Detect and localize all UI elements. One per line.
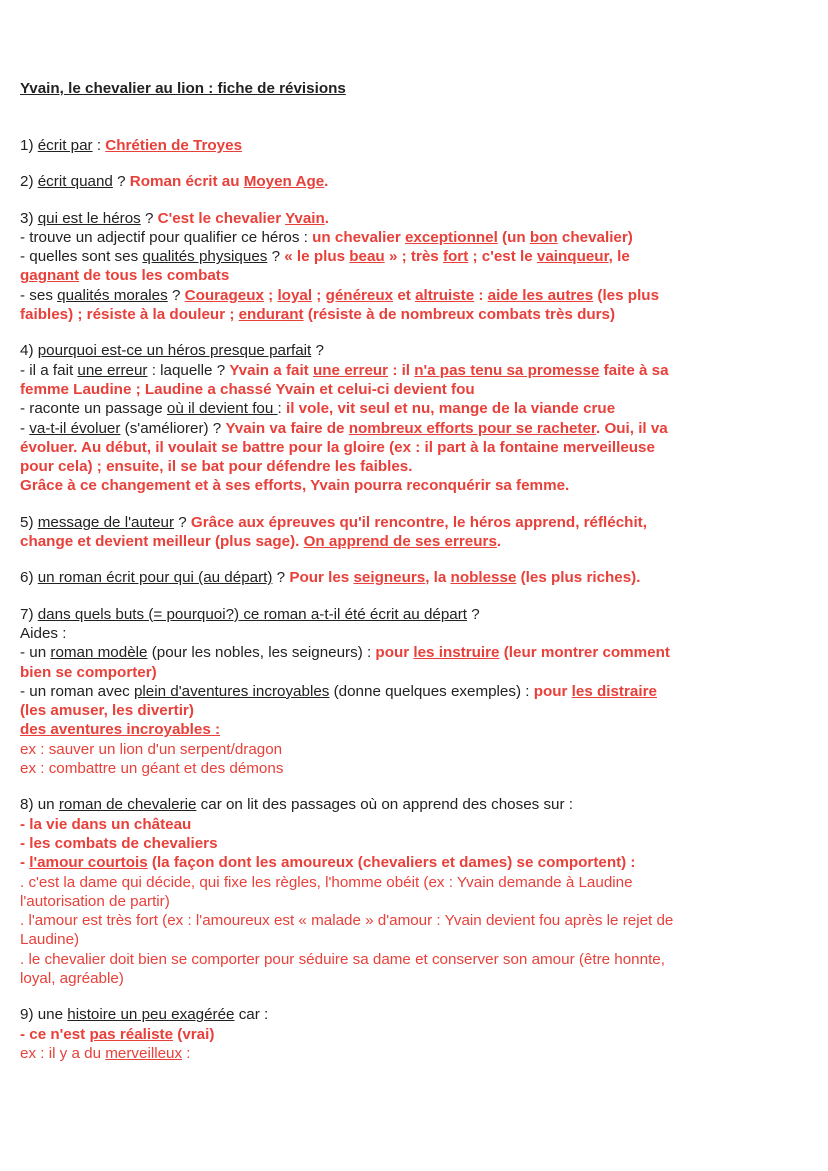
question-text: - ses bbox=[20, 286, 58, 304]
answer-text: - la vie dans un château bbox=[20, 815, 192, 833]
question-text: car : bbox=[234, 1006, 269, 1024]
question-text: qualités morales bbox=[57, 286, 168, 304]
text-line bbox=[20, 873, 820, 892]
answer-text: ex : sauver un lion d'un serpent/dragon bbox=[20, 740, 283, 758]
question-text: ? bbox=[140, 209, 158, 227]
text-line bbox=[20, 228, 820, 247]
text-line bbox=[20, 1044, 820, 1063]
text-line bbox=[20, 1025, 820, 1044]
answer-text: ; c'est le bbox=[468, 248, 537, 266]
answer-text: bon bbox=[529, 228, 558, 246]
text-line bbox=[20, 950, 820, 969]
question-text: : bbox=[277, 400, 286, 418]
question-text: : bbox=[92, 137, 106, 154]
question-text: 9) une bbox=[20, 1006, 68, 1024]
question-text: - bbox=[20, 419, 30, 437]
answer-text: (résiste à de nombreux combats très durs) bbox=[303, 306, 616, 324]
question-text: plein d'aventures incroyables bbox=[133, 682, 330, 700]
answer-text: - les combats de chevaliers bbox=[20, 834, 218, 852]
text-line bbox=[20, 643, 820, 662]
text-line bbox=[20, 740, 820, 759]
answer-text: pour bbox=[375, 644, 414, 662]
text-line bbox=[20, 795, 820, 814]
answer-text: (leur montrer comment bbox=[499, 644, 670, 662]
question-text: message de l'auteur bbox=[37, 513, 175, 531]
question-text: 5) bbox=[20, 513, 38, 531]
section-4 bbox=[20, 341, 820, 495]
question-text: pourquoi est-ce un héros presque parfait bbox=[37, 342, 312, 360]
answer-text: pas réaliste bbox=[89, 1025, 174, 1043]
text-line bbox=[20, 136, 820, 155]
answer-text: Pour les bbox=[289, 569, 354, 587]
question-text: car on lit des passages où on apprend des choses sur : bbox=[196, 796, 573, 814]
answer-text: des aventures incroyables : bbox=[20, 721, 221, 739]
question-text: qualités physiques bbox=[142, 248, 268, 266]
text-line bbox=[20, 720, 820, 739]
question-text: ? bbox=[174, 513, 191, 531]
answer-text: l'amour courtois bbox=[29, 854, 148, 872]
section-8 bbox=[20, 795, 820, 988]
question-text: 4) bbox=[20, 342, 38, 360]
question-text: dans quels buts (= pourquoi?) ce roman a-t-il été écrit au départ bbox=[37, 605, 468, 623]
question-text: écrit par bbox=[37, 137, 93, 154]
question-text: ? bbox=[467, 605, 480, 623]
question-text: - un bbox=[20, 644, 51, 662]
question-text: va-t-il évoluer bbox=[29, 419, 121, 437]
answer-text: ; bbox=[312, 286, 326, 304]
text-line bbox=[20, 341, 820, 360]
answer-text: beau bbox=[349, 248, 385, 266]
question-text: ? bbox=[311, 342, 324, 360]
answer-text: un chevalier bbox=[312, 228, 405, 246]
answer-text: - ce n'est bbox=[20, 1025, 90, 1043]
answer-text: loyal, agréable) bbox=[20, 969, 124, 987]
section-5 bbox=[20, 513, 820, 552]
answer-text: nombreux efforts pour se racheter bbox=[348, 419, 597, 437]
section-3 bbox=[20, 209, 820, 325]
text-line bbox=[20, 247, 820, 266]
answer-text: . bbox=[324, 209, 329, 227]
answer-text: : il bbox=[388, 361, 415, 379]
answer-text: une erreur bbox=[312, 361, 389, 379]
text-line bbox=[20, 1005, 820, 1024]
answer-text: aide les autres bbox=[487, 286, 594, 304]
text-line bbox=[20, 172, 820, 191]
text-line bbox=[20, 399, 820, 418]
question-text: 7) bbox=[20, 605, 38, 623]
answer-text: exceptionnel bbox=[404, 228, 498, 246]
answer-text: l'autorisation de partir) bbox=[20, 892, 170, 910]
text-line bbox=[20, 361, 820, 380]
question-text: 8) un bbox=[20, 796, 59, 814]
answer-text: Grâce à ce changement et à ses efforts, Yvain pourra reconquérir sa femme. bbox=[20, 477, 570, 495]
answer-text: vainqueur bbox=[536, 248, 609, 266]
text-line bbox=[20, 266, 820, 285]
answer-text: : bbox=[474, 286, 488, 304]
text-line bbox=[20, 438, 820, 457]
answer-text: gagnant bbox=[20, 267, 80, 285]
section-6 bbox=[20, 568, 820, 587]
text-line bbox=[20, 815, 820, 834]
text-line bbox=[20, 380, 820, 399]
text-line bbox=[20, 476, 820, 495]
question-text: - trouve un adjectif pour qualifier ce héros : bbox=[20, 228, 313, 246]
answer-text: Grâce aux épreuves qu'il rencontre, le héros apprend, réfléchit, bbox=[190, 513, 647, 531]
answer-text: . Oui, il va bbox=[596, 419, 668, 437]
section-2 bbox=[20, 172, 820, 191]
text-line bbox=[20, 209, 820, 228]
answer-text: ; bbox=[263, 286, 278, 304]
answer-text: , le bbox=[608, 248, 630, 266]
answer-text: (les amuser, les divertir) bbox=[20, 702, 194, 720]
question-text: ? bbox=[112, 173, 130, 191]
answer-text: généreux bbox=[325, 286, 394, 304]
question-text: 1) bbox=[20, 137, 38, 154]
answer-text: (un bbox=[497, 228, 530, 246]
question-text: un roman écrit pour qui (au départ) bbox=[37, 569, 273, 587]
question-text: où il devient fou bbox=[166, 400, 278, 418]
answer-text: noblesse bbox=[450, 569, 517, 587]
question-text: - un roman avec bbox=[20, 682, 134, 700]
answer-text: ex : il y a du bbox=[20, 1044, 106, 1062]
question-text: qui est le héros bbox=[37, 209, 141, 227]
answer-text: de tous les combats bbox=[79, 267, 230, 285]
answer-text: change et devient meilleur (plus sage). bbox=[20, 533, 304, 551]
answer-text: les instruire bbox=[413, 644, 500, 662]
text-line bbox=[20, 605, 820, 624]
question-text: ? bbox=[272, 569, 290, 587]
question-text: (s'améliorer) ? bbox=[120, 419, 226, 437]
answer-text: endurant bbox=[238, 306, 304, 324]
text-line bbox=[20, 457, 820, 476]
answer-text: et bbox=[393, 286, 416, 304]
answer-text: (les plus riches). bbox=[516, 569, 641, 587]
question-text: 6) bbox=[20, 569, 38, 587]
question-text: 2) bbox=[20, 173, 38, 191]
section-9 bbox=[20, 1005, 820, 1063]
answer-text: faibles) ; résiste à la douleur ; bbox=[20, 306, 239, 324]
text-line bbox=[20, 911, 820, 930]
text-line bbox=[20, 286, 820, 305]
answer-text: merveilleux bbox=[105, 1044, 183, 1062]
answer-text: . le chevalier doit bien se comporter pour séduire sa dame et conserver son amour (être honnte, bbox=[20, 950, 665, 968]
answer-text: femme Laudine ; Laudine a chassé Yvain et celui-ci devient fou bbox=[20, 380, 475, 398]
question-text: écrit quand bbox=[37, 173, 113, 191]
answer-text: (vrai) bbox=[173, 1025, 215, 1043]
text-line bbox=[20, 624, 820, 643]
answer-text: Roman écrit au bbox=[129, 173, 244, 191]
answer-text: Yvain va faire de bbox=[225, 419, 349, 437]
answer-text: . bbox=[324, 173, 329, 191]
question-text: (donne quelques exemples) : bbox=[329, 682, 534, 700]
answer-text: évoluer. Au début, il voulait se battre pour la gloire (ex : il part à la fontaine merveilleuse bbox=[20, 438, 655, 456]
answer-text: il vole, vit seul et nu, mange de la viande crue bbox=[285, 400, 616, 418]
text-line bbox=[20, 513, 820, 532]
question-text: 3) bbox=[20, 209, 38, 227]
answer-text: loyal bbox=[277, 286, 313, 304]
question-text: - il a fait bbox=[20, 361, 78, 379]
question-text: ? bbox=[267, 248, 285, 266]
answer-text: n'a pas tenu sa promesse bbox=[414, 361, 600, 379]
text-line bbox=[20, 532, 820, 551]
text-line bbox=[20, 663, 820, 682]
answer-text: . c'est la dame qui décide, qui fixe les règles, l'homme obéit (ex : Yvain demande à Laudine bbox=[20, 873, 633, 891]
text-line bbox=[20, 759, 820, 778]
answer-text: (les plus bbox=[593, 286, 660, 304]
question-text: histoire un peu exagérée bbox=[67, 1006, 235, 1024]
text-line bbox=[20, 568, 820, 587]
answer-text: pour cela) ; ensuite, il se bat pour défendre les faibles. bbox=[20, 458, 413, 476]
text-line bbox=[20, 892, 820, 911]
answer-text: faite à sa bbox=[599, 361, 669, 379]
question-text: une erreur bbox=[77, 361, 148, 379]
answer-text: » ; très bbox=[384, 248, 443, 266]
answer-text: (la façon dont les amoureux (chevaliers et dames) se comportent) : bbox=[147, 854, 636, 872]
answer-text: bien se comporter) bbox=[20, 663, 157, 681]
answer-text: pour bbox=[533, 682, 572, 700]
text-line bbox=[20, 853, 820, 872]
question-text: roman modèle bbox=[50, 644, 148, 662]
question-text: ? bbox=[167, 286, 185, 304]
answer-text: fort bbox=[442, 248, 469, 266]
section-1 bbox=[20, 136, 820, 155]
question-text: roman de chevalerie bbox=[58, 796, 197, 814]
answer-text: altruiste bbox=[415, 286, 475, 304]
answer-text: Laudine) bbox=[20, 931, 80, 949]
answer-text: les distraire bbox=[571, 682, 657, 700]
question-text: - quelles sont ses bbox=[20, 248, 143, 266]
document-title: Yvain, le chevalier au lion : fiche de révisions bbox=[20, 80, 346, 97]
text-line bbox=[20, 930, 820, 949]
text-line bbox=[20, 701, 820, 720]
answer-text: Chrétien de Troyes bbox=[105, 137, 243, 154]
answer-text: On apprend de ses erreurs bbox=[303, 533, 497, 551]
answer-text: , la bbox=[425, 569, 451, 587]
text-line bbox=[20, 419, 820, 438]
text-line bbox=[20, 834, 820, 853]
answer-text: ex : combattre un géant et des démons bbox=[20, 760, 284, 778]
answer-text: C'est le chevalier bbox=[157, 209, 286, 227]
text-line bbox=[20, 305, 820, 324]
section-7 bbox=[20, 605, 820, 779]
answer-text: - bbox=[20, 854, 30, 872]
text-line bbox=[20, 969, 820, 988]
revision-questions bbox=[20, 136, 820, 1063]
question-text: : laquelle ? bbox=[147, 361, 230, 379]
question-text: - raconte un passage bbox=[20, 400, 167, 418]
answer-text: : bbox=[182, 1044, 191, 1062]
question-text: (pour les nobles, les seigneurs) : bbox=[147, 644, 376, 662]
answer-text: Yvain bbox=[285, 209, 325, 227]
answer-text: « le plus bbox=[284, 248, 350, 266]
answer-text: . l'amour est très fort (ex : l'amoureux est « malade » d'amour : Yvain devient fou après le rejet de bbox=[20, 912, 674, 930]
text-line bbox=[20, 682, 820, 701]
answer-text: . bbox=[496, 533, 502, 551]
question-text: Aides : bbox=[20, 624, 67, 642]
answer-text: chevalier) bbox=[557, 228, 633, 246]
answer-text: Yvain a fait bbox=[229, 361, 313, 379]
document-page bbox=[20, 79, 820, 1080]
answer-text: Moyen Age bbox=[243, 173, 325, 191]
answer-text: seigneurs bbox=[353, 569, 426, 587]
answer-text: Courageux bbox=[184, 286, 264, 304]
